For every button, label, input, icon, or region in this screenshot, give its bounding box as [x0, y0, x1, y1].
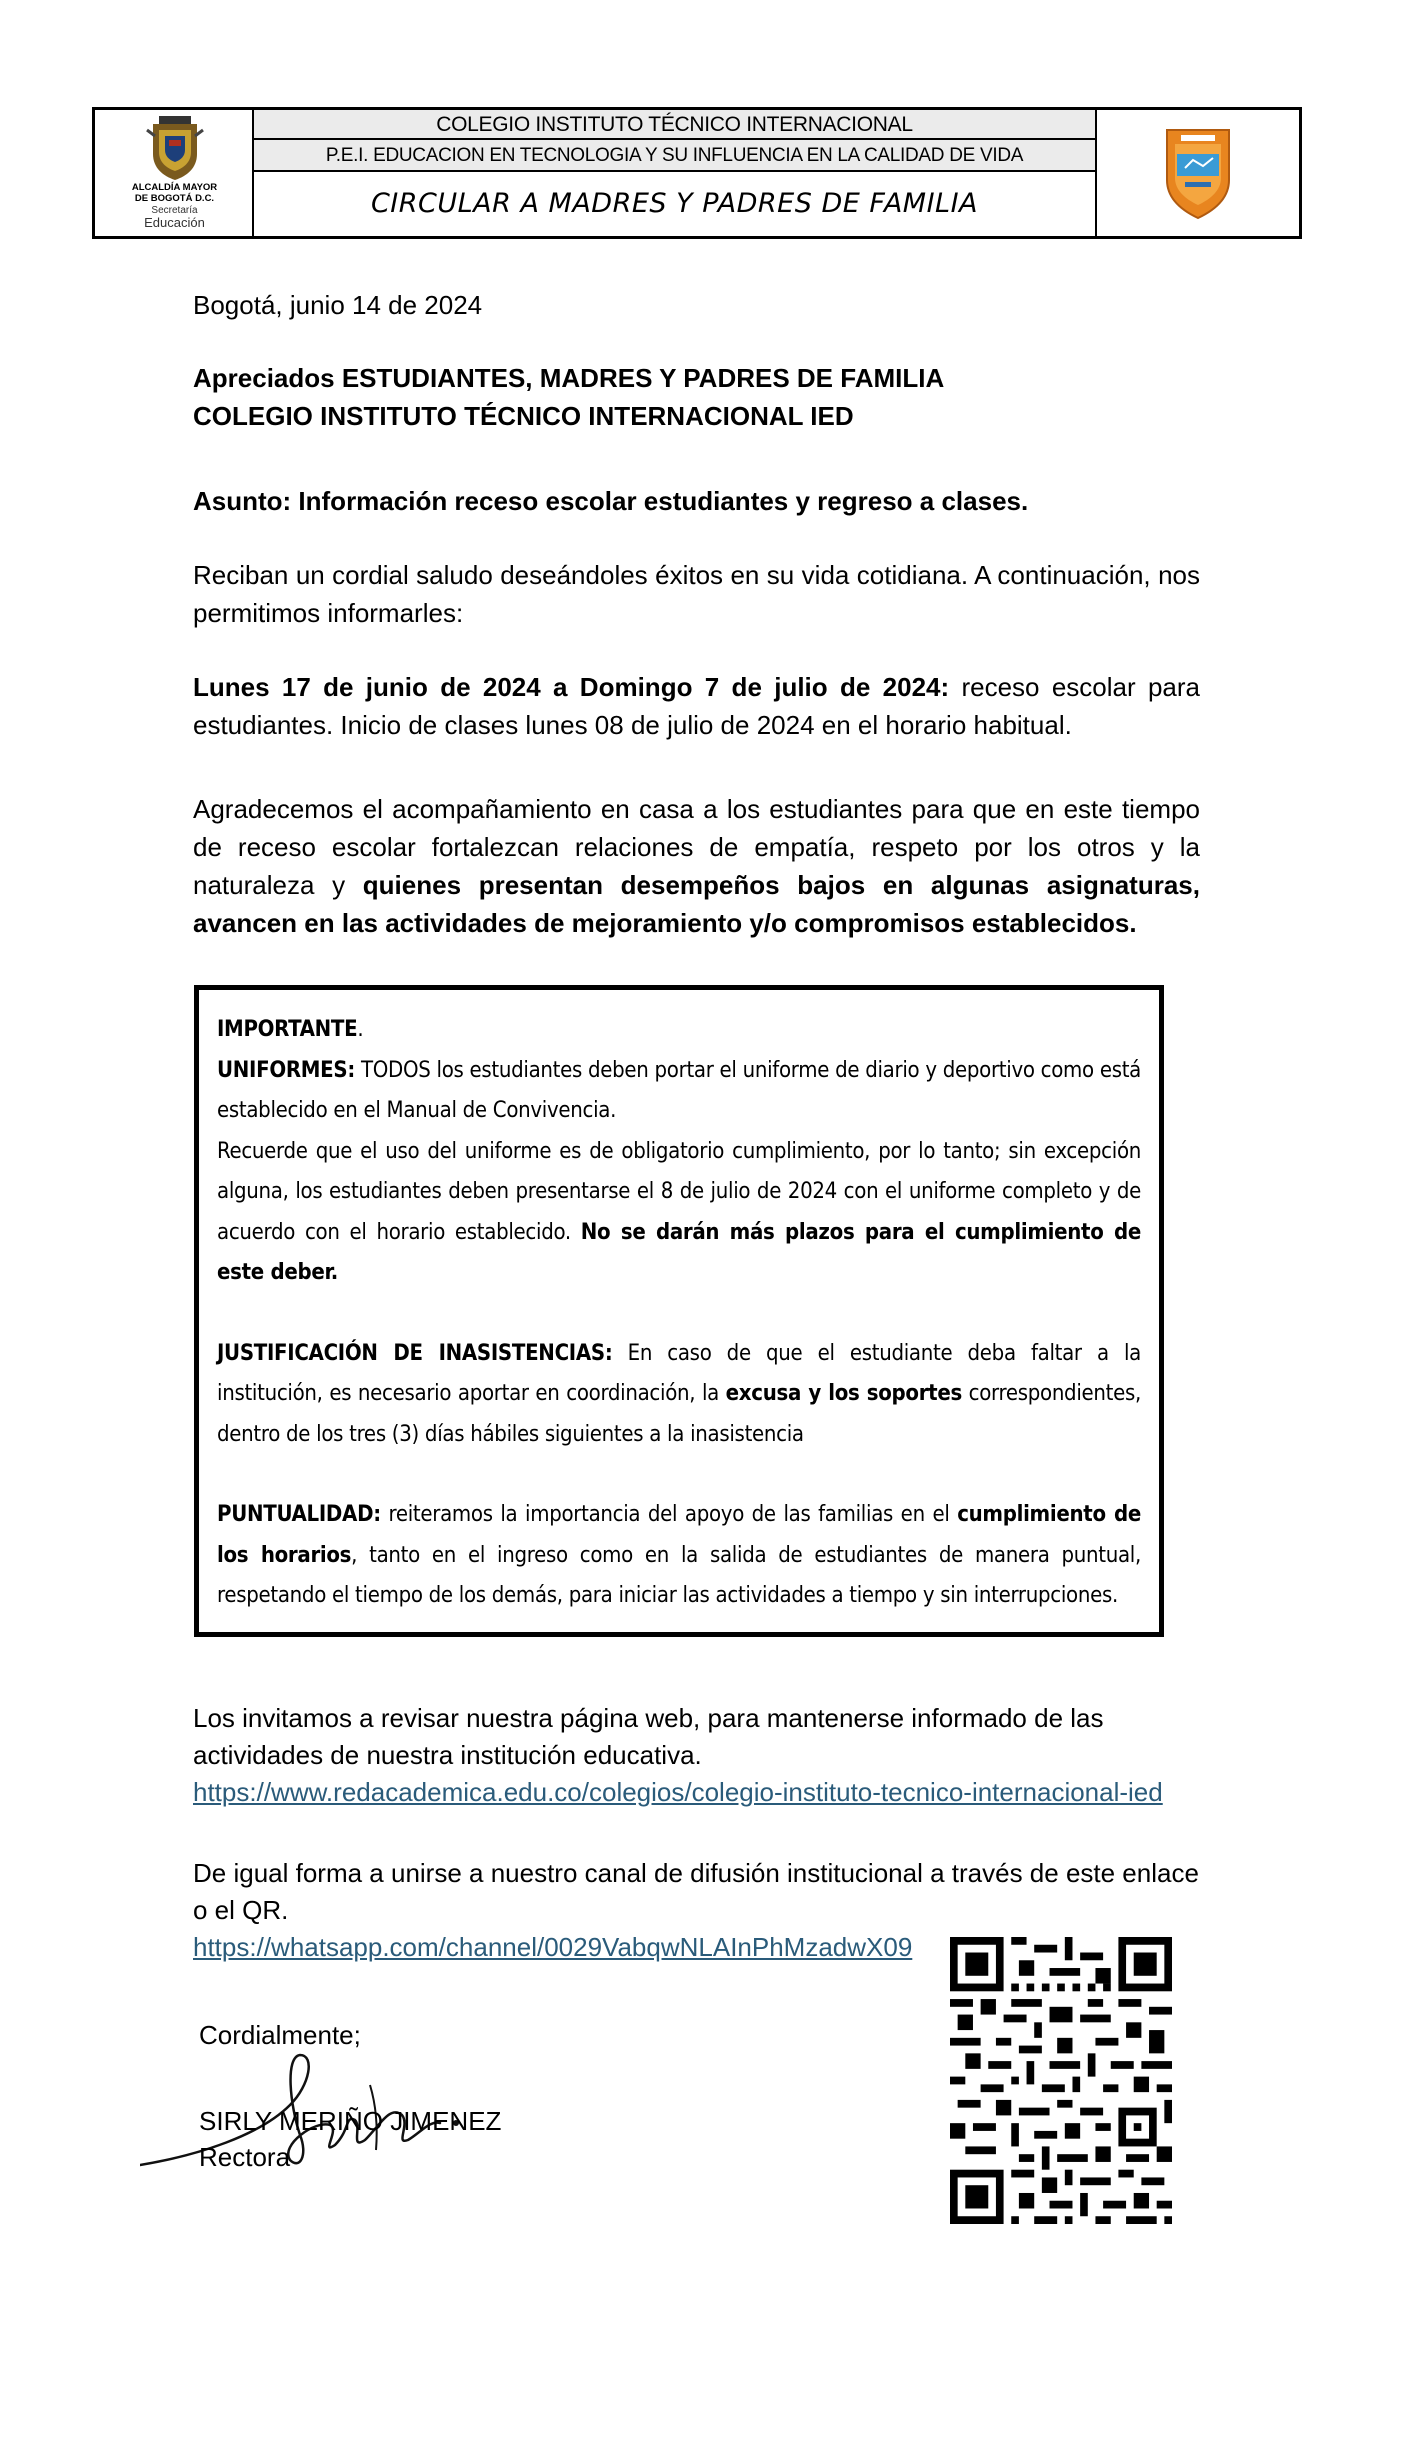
puntualidad-label: PUNTUALIDAD: [217, 1502, 381, 1527]
greeting-line1: Apreciados ESTUDIANTES, MADRES Y PADRES DE FAMILIA [193, 363, 945, 393]
puntualidad-text-1: reiteramos la importancia del apoyo de las familias en el [380, 1502, 958, 1527]
whatsapp-channel-link[interactable]: https://whatsapp.com/channel/0029VabqwNLAInPhMzadwX09 [193, 1932, 913, 1962]
puntualidad-bold: cumplimiento de los horarios [217, 1502, 1141, 1568]
puntualidad-paragraph [217, 1495, 1141, 1617]
justificacion-text-1: En caso de que el estudiante deba faltar a la institución, es necesario aportar en coordinación, la [217, 1340, 1141, 1406]
letter-date: Bogotá, junio 14 de 2024 [193, 290, 483, 320]
justificacion-bold: excusa y los soportes [725, 1381, 962, 1406]
important-title-dot: . [357, 1017, 364, 1042]
alcaldia-line1: ALCALDÍA MAYOR [131, 182, 218, 193]
justificacion-paragraph [217, 1334, 1141, 1456]
secretaria-label: Secretaría [151, 205, 198, 216]
recess-paragraph [193, 668, 1200, 744]
recess-dates: Lunes 17 de junio de 2024 a Domingo 7 de julio de 2024: [193, 672, 950, 702]
justificacion-text-2: correspondientes, dentro de los tres (3) días hábiles siguientes a la inasistencia [217, 1381, 1141, 1447]
pei-title: P.E.I. EDUCACION EN TECNOLOGIA Y SU INFLUENCIA EN LA CALIDAD DE VIDA [254, 140, 1095, 172]
intro-paragraph: Reciban un cordial saludo deseándoles éxitos en su vida cotidiana. A continuación, nos permitimos informarles: [193, 560, 1200, 628]
signer-title: Rectora [199, 2142, 291, 2172]
recess-text: receso escolar para estudiantes. Inicio de clases lunes 08 de julio de 2024 en el horario habitual. [193, 672, 1201, 740]
greeting-line2: COLEGIO INSTITUTO TÉCNICO INTERNACIONAL IED [193, 401, 854, 431]
puntualidad-text-2: , tanto en el ingreso como en la salida de estudiantes de manera puntual, respetando el tiempo de los demás, para iniciar las actividades a tiempo y sin interrupciones. [217, 1542, 1141, 1608]
signer-name: SIRLY MERIÑO JIMENEZ [199, 2106, 502, 2136]
school-crest-icon [1097, 110, 1301, 236]
circular-title: CIRCULAR A MADRES Y PADRES DE FAMILIA [370, 188, 979, 219]
uniformes-text: TODOS los estudiantes deben portar el uniforme de diario y deportivo como está establecido en el Manual de Convivencia. [217, 1057, 1141, 1123]
letter-subject: Asunto: Información receso escolar estudiantes y regreso a clases. [193, 486, 1029, 516]
uniformes-paragraph-2 [217, 1132, 1141, 1294]
uniformes-paragraph [217, 1051, 1141, 1132]
whatsapp-qr-code[interactable] [950, 1937, 1172, 2224]
alcaldia-logo [95, 110, 254, 236]
thanks-text: Agradecemos el acompañamiento en casa a los estudiantes para que en este tiempo de receso escolar fortalezcan relaciones de empatía, respeto por los otros y la naturaleza y [193, 794, 1200, 900]
educacion-label: Educación [144, 215, 205, 230]
website-text: Los invitamos a revisar nuestra página web, para mantenerse informado de las actividades de nuestra institución educativa. [193, 1703, 1104, 1770]
school-title: COLEGIO INSTITUTO TÉCNICO INTERNACIONAL [254, 110, 1095, 140]
uniformes-bold: No se darán más plazos para el cumplimiento de este deber. [217, 1219, 1142, 1285]
thanks-bold: quienes presentan desempeños bajos en algunas asignaturas, avancen en las actividades de mejoramiento y/o compromisos establecidos. [193, 870, 1200, 938]
channel-text: De igual forma a unirse a nuestro canal de difusión institucional a través de este enlace o el QR. [193, 1858, 1199, 1925]
alcaldia-name [95, 182, 254, 204]
uniformes-text-2: Recuerde que el uso del uniforme es de obligatorio cumplimiento, por lo tanto; sin excepción alguna, los estudiantes deben presentarse el 8 de julio de 2024 con el uniforme completo y de acuerdo con el horario establecido. [217, 1138, 1141, 1245]
school-crest [1095, 110, 1299, 236]
uniformes-label: UNIFORMES: [217, 1057, 355, 1083]
thanks-paragraph [193, 790, 1200, 942]
important-box [194, 985, 1164, 1637]
farewell: Cordialmente; [199, 2020, 361, 2050]
document-header [92, 107, 1302, 239]
website-link[interactable]: https://www.redacademica.edu.co/colegios/colegio-instituto-tecnico-internacional-ied [193, 1777, 1163, 1807]
alcaldia-line2: DE BOGOTÁ D.C. [134, 193, 215, 204]
important-heading [217, 1010, 1141, 1051]
justificacion-label: JUSTIFICACIÓN DE INASISTENCIAS: [217, 1340, 613, 1366]
greeting [193, 359, 1200, 435]
website-paragraph [193, 1700, 1200, 1811]
important-title: IMPORTANTE [217, 1017, 358, 1042]
